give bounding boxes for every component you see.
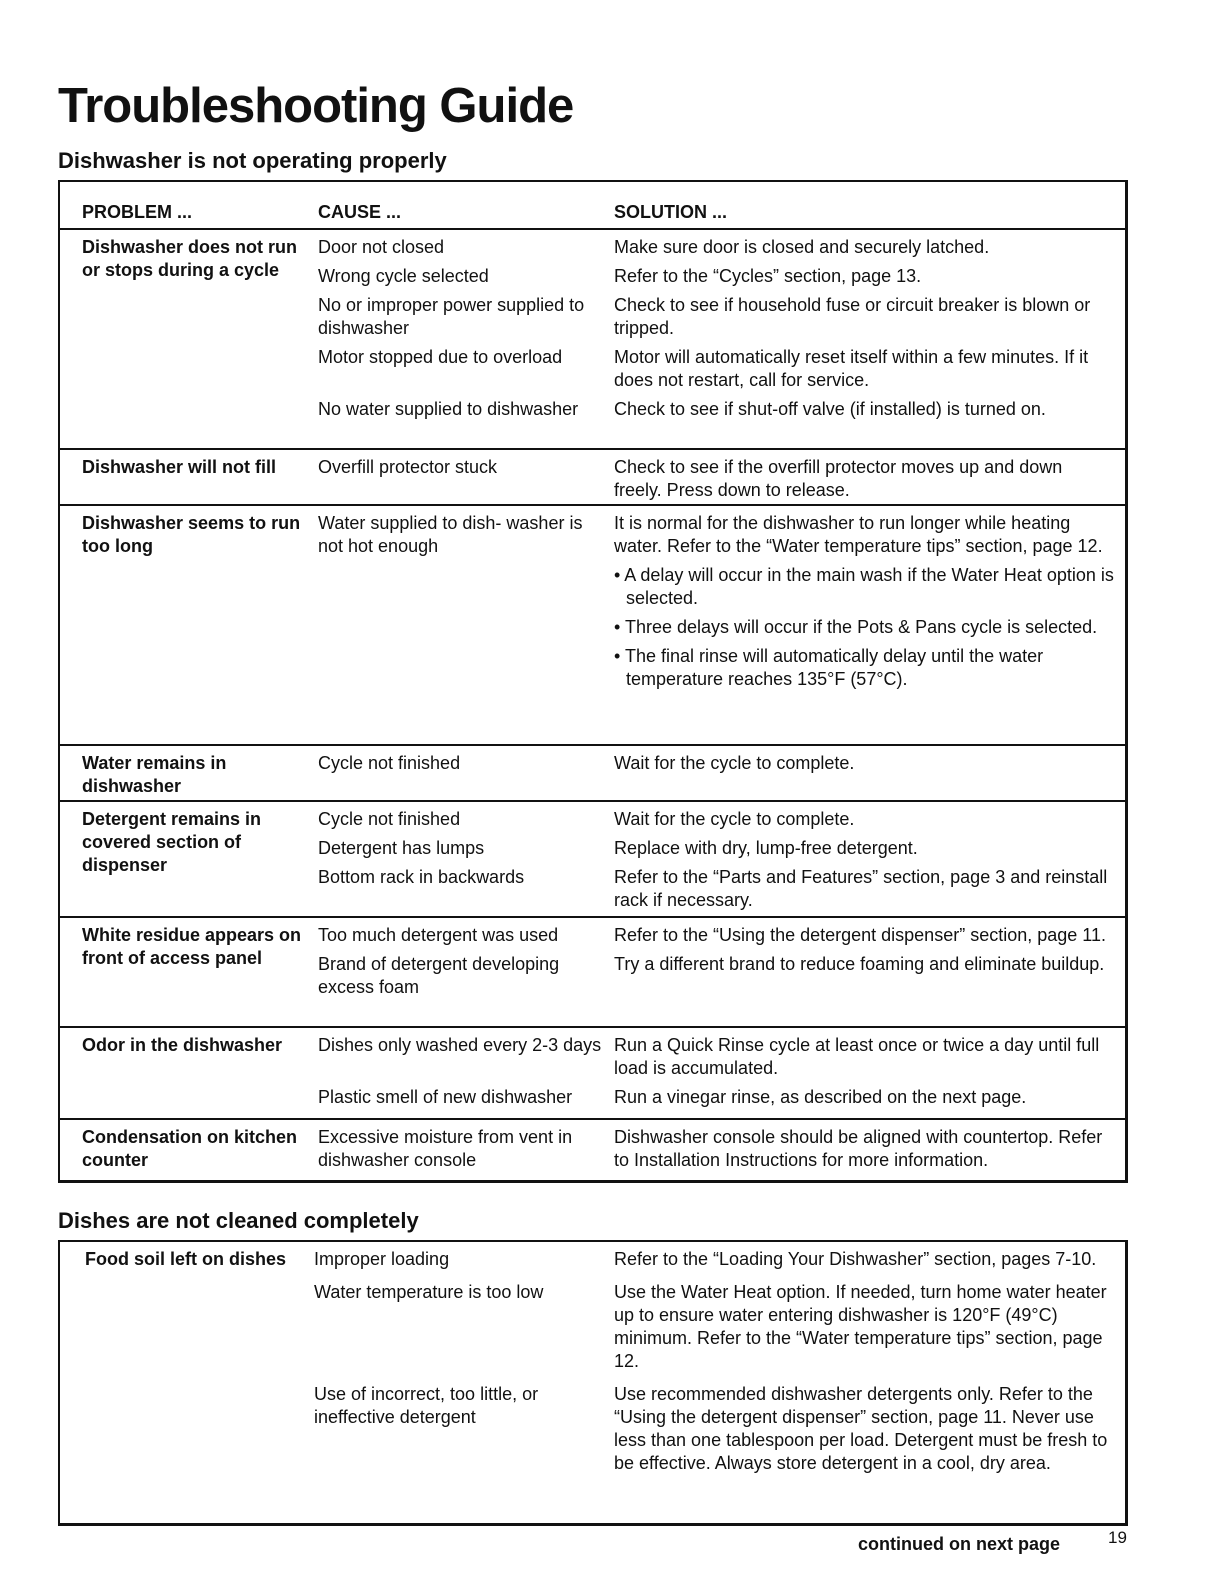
cause-solution-pair <box>318 512 1118 691</box>
solution-cell: Try a different brand to reduce foaming and eliminate buildup. <box>614 954 1105 974</box>
problem-cell: Food soil left on dishes <box>85 1249 287 1269</box>
header-cause: CAUSE ... <box>318 202 402 222</box>
cause-solution-pair <box>318 294 1118 340</box>
problem-cell: Detergent remains in covered section of dispenser <box>82 809 262 875</box>
cause-solution-pair <box>318 808 1118 831</box>
cause-solution-pair <box>314 1248 1114 1271</box>
cause-cell: Detergent has lumps <box>318 838 485 858</box>
troubleshooting-table-cleaning <box>58 1240 1128 1526</box>
cause-cell: Improper loading <box>314 1249 450 1269</box>
cause-solution-pair <box>318 924 1118 947</box>
cause-solution-pair <box>318 265 1118 288</box>
solution-cell: Run a Quick Rinse cycle at least once or twice a day until full load is accumulated. <box>614 1035 1100 1078</box>
solution-cell: Wait for the cycle to complete. <box>614 753 855 773</box>
bullet-item: • The final rinse will automatically delay until the water temperature reaches 135°F (57°C). <box>614 646 1044 689</box>
solution-cell: Dishwasher console should be aligned with countertop. Refer to Installation Instructions for more information. <box>614 1127 1103 1170</box>
solution-cell: Run a vinegar rinse, as described on the next page. <box>614 1087 1027 1107</box>
solution-cell: Replace with dry, lump-free detergent. <box>614 838 918 858</box>
solution-cell: Check to see if shut-off valve (if installed) is turned on. <box>614 399 1046 419</box>
problem-cell: Dishwasher will not fill <box>82 457 277 477</box>
cause-cell: No or improper power supplied to dishwasher <box>318 295 585 338</box>
solution-cell: Make sure door is closed and securely latched. <box>614 237 990 257</box>
solution-text: It is normal for the dishwasher to run longer while heating water. Refer to the “Water temperature tips” section, page 12. <box>614 513 1103 556</box>
cause-solution-pair <box>318 866 1118 912</box>
table-row <box>60 230 1125 450</box>
cause-cell: Bottom rack in backwards <box>318 867 525 887</box>
cause-cell: Wrong cycle selected <box>318 266 489 286</box>
cause-cell: Overfill protector stuck <box>318 457 498 477</box>
solution-cell: Refer to the “Cycles” section, page 13. <box>614 266 922 286</box>
problem-cell: White residue appears on front of access panel <box>82 925 302 968</box>
cause-cell: Brand of detergent developing excess foam <box>318 954 560 997</box>
table-row <box>60 746 1125 802</box>
problem-cell: Condensation on kitchen counter <box>82 1127 298 1170</box>
section-heading-not-cleaned: Dishes are not cleaned completely <box>58 1208 419 1233</box>
solution-cell: Refer to the “Loading Your Dishwasher” section, pages 7-10. <box>614 1249 1097 1269</box>
table-header <box>60 182 1125 230</box>
cause-solution-pair <box>318 752 1118 775</box>
bullet-item: • A delay will occur in the main wash if the Water Heat option is selected. <box>614 565 1114 608</box>
cause-cell: Excessive moisture from vent in dishwasher console <box>318 1127 573 1170</box>
troubleshooting-table-operating <box>58 180 1128 1183</box>
solution-cell: Use the Water Heat option. If needed, turn home water heater up to ensure water entering dishwasher is 120°F (49°C) minimum. Refer to the “Water temperature tips” section, page 12. <box>614 1282 1107 1371</box>
cause-cell: Use of incorrect, too little, or ineffective detergent <box>314 1384 539 1427</box>
cause-solution-pair <box>318 398 1118 421</box>
table-row <box>60 506 1125 746</box>
problem-cell: Dishwasher seems to run too long <box>82 513 301 556</box>
cause-solution-pair <box>314 1281 1114 1373</box>
solution-cell <box>614 512 1114 691</box>
bullet-item: • Three delays will occur if the Pots & Pans cycle is selected. <box>614 617 1098 637</box>
cause-cell: Motor stopped due to overload <box>318 347 563 367</box>
page-title: Troubleshooting Guide <box>58 79 574 133</box>
table-row <box>60 1242 1125 1522</box>
cause-cell: Too much detergent was used <box>318 925 559 945</box>
table-row <box>60 1120 1125 1180</box>
page-number: 19 <box>1108 1528 1127 1547</box>
cause-solution-pair <box>318 236 1118 259</box>
cause-solution-pair <box>318 1034 1118 1080</box>
problem-cell: Water remains in dishwasher <box>82 753 227 796</box>
cause-cell: Plastic smell of new dishwasher <box>318 1087 573 1107</box>
cause-cell: Door not closed <box>318 237 445 257</box>
continued-note: continued on next page <box>858 1534 1061 1554</box>
table-row <box>60 918 1125 1028</box>
problem-cell: Dishwasher does not run or stops during a cycle <box>82 237 298 280</box>
cause-solution-pair <box>318 1126 1118 1172</box>
header-solution: SOLUTION ... <box>614 202 728 222</box>
section-heading-not-operating: Dishwasher is not operating properly <box>58 148 447 173</box>
cause-solution-pair <box>318 1086 1118 1109</box>
table-row <box>60 1028 1125 1120</box>
cause-solution-pair <box>318 456 1118 502</box>
problem-cell: Odor in the dishwasher <box>82 1035 283 1055</box>
cause-solution-pair <box>318 953 1118 999</box>
cause-solution-pair <box>318 346 1118 392</box>
table-row <box>60 802 1125 918</box>
solution-cell: Check to see if the overfill protector moves up and down freely. Press down to release. <box>614 457 1063 500</box>
table-row <box>60 450 1125 506</box>
solution-cell: Check to see if household fuse or circuit breaker is blown or tripped. <box>614 295 1091 338</box>
cause-cell: No water supplied to dishwasher <box>318 399 579 419</box>
cause-cell: Cycle not finished <box>318 809 461 829</box>
solution-cell: Refer to the “Using the detergent dispenser” section, page 11. <box>614 925 1106 945</box>
solution-cell: Motor will automatically reset itself within a few minutes. If it does not restart, call for service. <box>614 347 1089 390</box>
cause-cell: Water temperature is too low <box>314 1282 544 1302</box>
cause-cell: Cycle not finished <box>318 753 461 773</box>
cause-solution-pair <box>318 837 1118 860</box>
cause-cell: Water supplied to dish- washer is not hot enough <box>318 513 583 556</box>
solution-cell: Refer to the “Parts and Features” section, page 3 and reinstall rack if necessary. <box>614 867 1108 910</box>
solution-cell: Wait for the cycle to complete. <box>614 809 855 829</box>
solution-cell: Use recommended dishwasher detergents only. Refer to the “Using the detergent dispenser” section, page 11. Never use less than one tablespoon per load. Detergent must be fresh to be effective. Always store detergent in a cool, dry area. <box>614 1384 1108 1473</box>
header-problem: PROBLEM ... <box>82 202 193 222</box>
cause-cell: Dishes only washed every 2-3 days <box>318 1035 602 1055</box>
cause-solution-pair <box>314 1383 1114 1475</box>
